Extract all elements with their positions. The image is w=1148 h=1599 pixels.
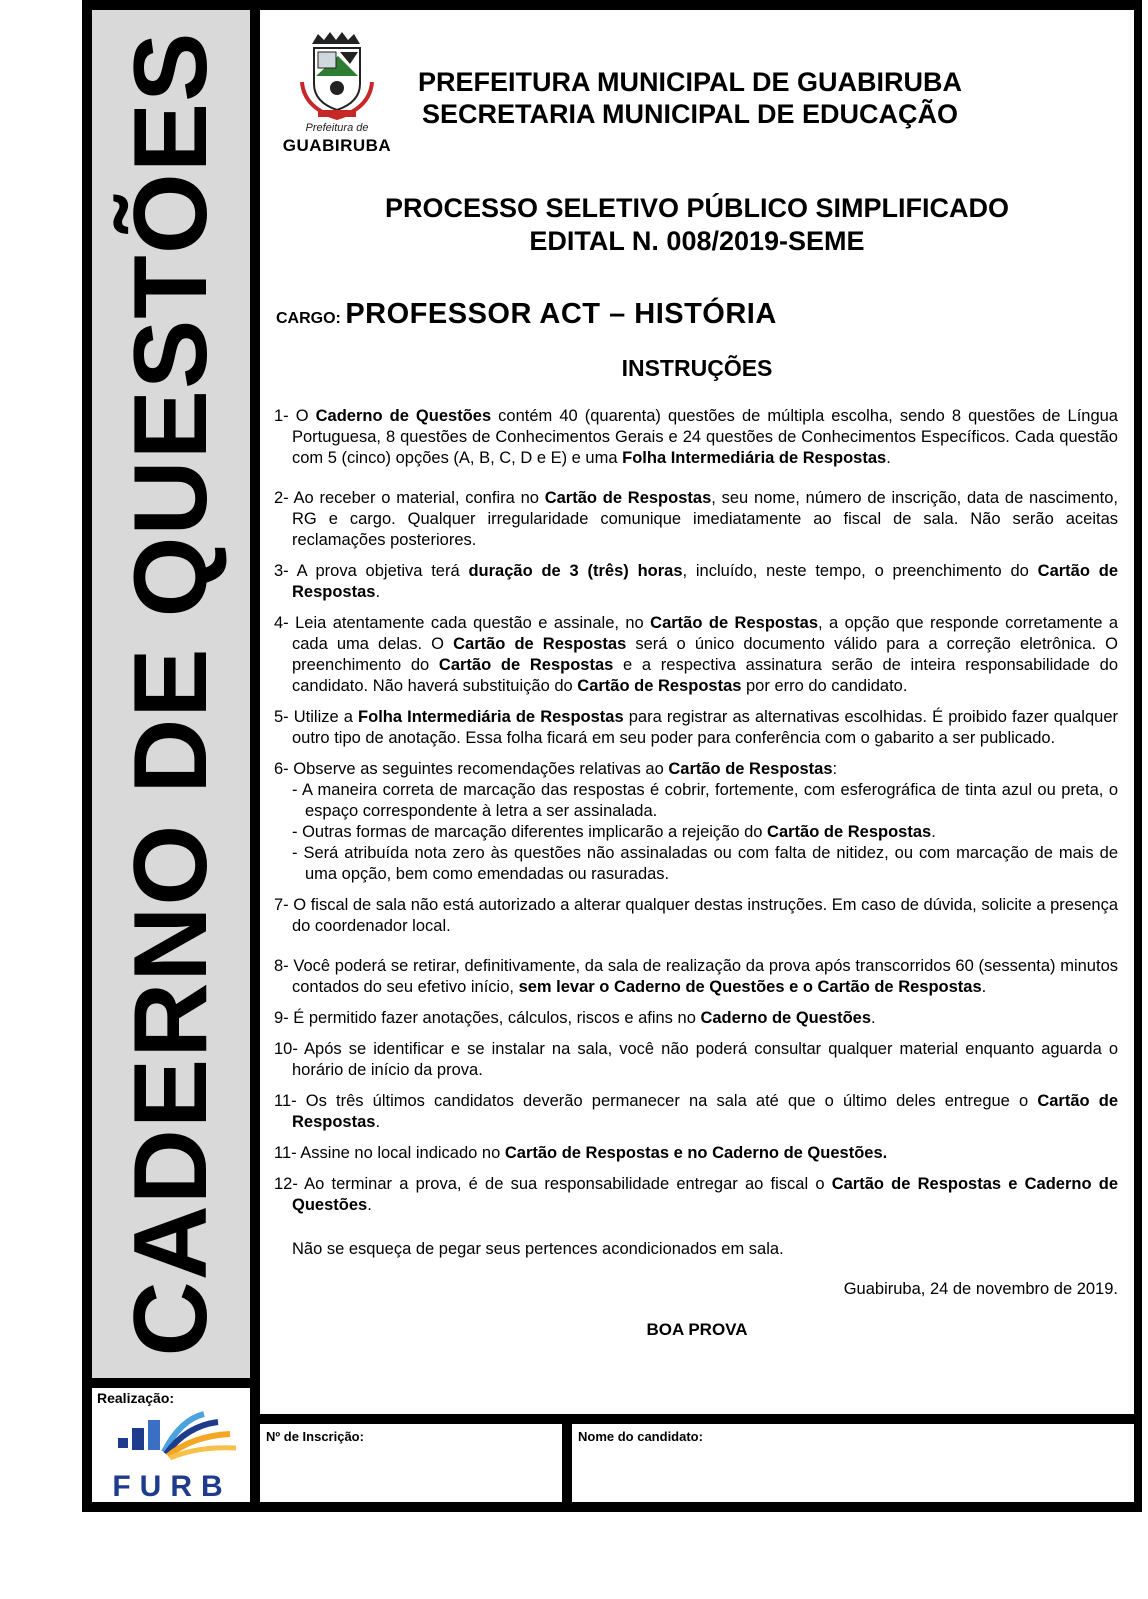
nome-label: Nome do candidato: — [578, 1429, 703, 1444]
instruction-item: 1- O Caderno de Questões contém 40 (quarenta) questões de múltipla escolha, sendo 8 questões de Língua Portuguesa, 8 questões de Conhecimentos Gerais e 24 questões de Conhecimentos Específicos. Cada questão com 5 (cinco) opções (A, B, C, D e E) e uma Folha Intermediária de Respostas. — [274, 407, 1118, 467]
main-panel — [260, 10, 1134, 1414]
furb-logo — [100, 1410, 244, 1503]
instruction-item: 5- Utilize a Folha Intermediária de Respostas para registrar as alternativas escolhidas. É proibido fazer qualquer outro tipo de anotação. Essa folha ficará em seu poder para conferência com o gabarito a ser publicado. — [274, 708, 1118, 747]
date-line: Guabiruba, 24 de novembro de 2019. — [843, 1280, 1118, 1298]
inscricao-label: Nº de Inscrição: — [266, 1429, 364, 1444]
reminder-text: Não se esqueça de pegar seus pertences acondicionados em sala. — [292, 1240, 784, 1258]
instruction-item: 2- Ao receber o material, confira no Cartão de Respostas, seu nome, número de inscrição, data de nascimento, RG e cargo. Qualquer irregularidade comunique imediatamente ao fiscal de sala. Não serão aceitas reclamações posteriores. — [274, 489, 1118, 549]
cargo-value: PROFESSOR ACT – HISTÓRIA — [345, 298, 777, 330]
instruction-item: 6- Observe as seguintes recomendações relativas ao Cartão de Respostas: — [274, 760, 838, 778]
org-line-1: PREFEITURA MUNICIPAL DE GUABIRUBA — [417, 67, 962, 97]
process-line-1: PROCESSO SELETIVO PÚBLICO SIMPLIFICADO — [384, 193, 1010, 223]
inscricao-field[interactable] — [260, 1424, 562, 1502]
caderno-title: CADERNO DE QUESTÕES — [113, 31, 229, 1357]
furb-wordmark: FURB — [112, 1470, 232, 1503]
instruction-subitem: - Será atribuída nota zero às questões não assinaladas ou com falta de nitidez, ou com marcação de mais de uma opção, bem como emendadas ou rasuradas. — [292, 844, 1118, 883]
furb-book-icon — [100, 1410, 244, 1470]
instruction-item: 3- A prova objetiva terá duração de 3 (três) horas, incluído, neste tempo, o preenchimento do Cartão de Respostas. — [274, 562, 1118, 601]
instruction-item: 11- Os três últimos candidatos deverão permanecer na sala até que o último deles entregue o Cartão de Respostas. — [274, 1092, 1118, 1131]
nome-candidato-field[interactable] — [572, 1424, 1134, 1502]
cargo-label: CARGO: — [276, 310, 341, 327]
org-line-2: SECRETARIA MUNICIPAL DE EDUCAÇÃO — [421, 99, 959, 129]
crest-caption: Prefeitura de — [305, 122, 369, 134]
instruction-item: 10- Após se identificar e se instalar na sala, você não poderá consultar qualquer material enquanto aguarda o horário de início da prova. — [274, 1040, 1118, 1079]
instructions-title: INSTRUÇÕES — [621, 355, 773, 381]
crest-name: GUABIRUBA — [282, 136, 392, 155]
prefeitura-logo — [278, 30, 396, 160]
organization-heading — [410, 66, 970, 130]
realizacao-label: Realização: — [97, 1390, 175, 1406]
process-heading — [260, 192, 1134, 258]
instruction-subitem: - A maneira correta de marcação das respostas é cobrir, fortemente, com esferográfica de tinta azul ou preta, o espaço correspondente à letra a ser assinalada. — [292, 781, 1118, 820]
instruction-item: 12- Ao terminar a prova, é de sua responsabilidade entregar ao fiscal o Cartão de Respostas e Caderno de Questões. — [274, 1175, 1118, 1214]
instruction-item: 11- Assine no local indicado no Cartão de Respostas e no Caderno de Questões. — [274, 1144, 888, 1162]
side-title-strip — [92, 10, 250, 1378]
instruction-subitem: - Outras formas de marcação diferentes implicarão a rejeição do Cartão de Respostas. — [292, 823, 936, 841]
instruction-item: 4- Leia atentamente cada questão e assinale, no Cartão de Respostas, a opção que responde corretamente a cada uma delas. O Cartão de Respostas será o único documento válido para a correção eletrônica. O preenchimento do Cartão de Respostas e a respectiva assinatura serão de inteira responsabilidade do candidato. Não haverá substituição do Cartão de Respostas por erro do candidato. — [274, 614, 1119, 695]
instruction-item: 9- É permitido fazer anotações, cálculos, riscos e afins no Caderno de Questões. — [274, 1009, 876, 1027]
crest-icon — [278, 30, 396, 122]
realizacao-box — [92, 1388, 250, 1502]
instructions-list — [274, 406, 1118, 1216]
cargo-line — [276, 298, 777, 331]
instruction-item: 8- Você poderá se retirar, definitivamente, da sala de realização da prova após transcorridos 60 (sessenta) minutos contados do seu efetivo início, sem levar o Caderno de Questões e o Cartão de Respostas. — [274, 957, 1118, 996]
instruction-item: 7- O fiscal de sala não está autorizado a alterar qualquer destas instruções. Em caso de dúvida, solicite a presença do coordenador local. — [274, 896, 1118, 935]
process-line-2: EDITAL N. 008/2019-SEME — [529, 226, 865, 256]
boa-prova: BOA PROVA — [646, 1320, 748, 1339]
